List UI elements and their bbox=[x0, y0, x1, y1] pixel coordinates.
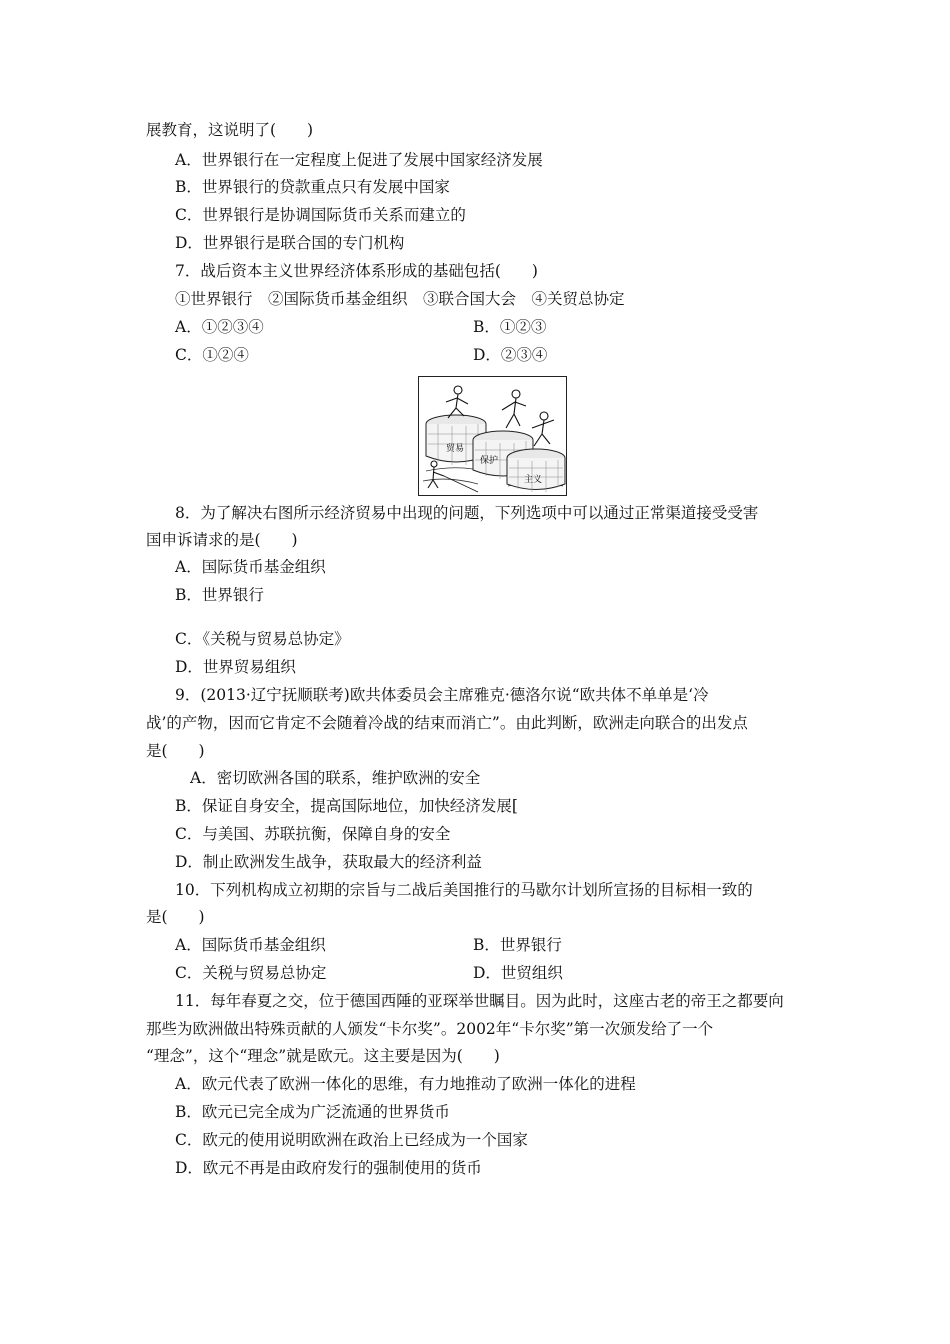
q8-option-d: D．世界贸易组织 bbox=[175, 658, 296, 676]
q8-stem-line2: 国申诉请求的是( ) bbox=[146, 531, 298, 549]
q11-stem-line1: 11．每年春夏之交，位于德国西陲的亚琛举世瞩目。因为此时，这座古老的帝王之都要向 bbox=[175, 992, 784, 1010]
q9-option-d: D．制止欧洲发生战争，获取最大的经济利益 bbox=[175, 853, 482, 871]
q11-stem-line3: “理念”，这个“理念”就是欧元。这主要是因为( ) bbox=[146, 1047, 500, 1065]
q7-stem: 7．战后资本主义世界经济体系形成的基础包括( ) bbox=[175, 262, 538, 280]
q10-option-b: B．世界银行 bbox=[473, 936, 562, 954]
q10-stem-line2: 是( ) bbox=[146, 908, 205, 926]
q11-option-d: D．欧元不再是由政府发行的强制使用的货币 bbox=[175, 1159, 482, 1177]
q9-option-b: B．保证自身安全，提高国际地位，加快经济发展[ bbox=[175, 797, 518, 815]
q11-option-c: C．欧元的使用说明欧洲在政治上已经成为一个国家 bbox=[175, 1131, 528, 1149]
cartoon-label-trade: 贸易 bbox=[446, 444, 465, 454]
q10-option-d: D．世贸组织 bbox=[473, 964, 563, 982]
q11-option-b: B．欧元已完全成为广泛流通的世界货币 bbox=[175, 1103, 450, 1121]
cartoon-label-protection: 保护 bbox=[480, 456, 499, 466]
q6-option-c: C．世界银行是协调国际货币关系而建立的 bbox=[175, 206, 466, 224]
q10-stem-line1: 10．下列机构成立初期的宗旨与二战后美国推行的马歇尔计划所宣扬的目标相一致的 bbox=[175, 881, 753, 899]
cartoon-label-ism: 主义 bbox=[524, 475, 543, 485]
q6-option-b: B．世界银行的贷款重点只有发展中国家 bbox=[175, 178, 450, 196]
q9-stem-line1: 9．(2013·辽宁抚顺联考)欧共体委员会主席雅克·德洛尔说“欧共体不单单是‘冷 bbox=[175, 686, 709, 704]
q11-option-a: A．欧元代表了欧洲一体化的思维，有力地推动了欧洲一体化的进程 bbox=[175, 1075, 636, 1093]
q7-option-a: A．①②③④ bbox=[175, 318, 264, 336]
q9-stem-line2: 战’的产物，因而它肯定不会随着冷战的结束而消亡”。由此判断，欧洲走向联合的出发点 bbox=[146, 714, 748, 732]
q9-option-a: A．密切欧洲各国的联系，维护欧洲的安全 bbox=[190, 769, 481, 787]
q8-stem-line1: 8．为了解决右图所示经济贸易中出现的问题，下列选项中可以通过正常渠道接受受害 bbox=[175, 504, 759, 522]
q9-option-c: C．与美国、苏联抗衡，保障自身的安全 bbox=[175, 825, 451, 843]
trade-protectionism-cartoon bbox=[418, 376, 567, 496]
q8-option-c: C．《关税与贸易总协定》 bbox=[175, 630, 350, 648]
q6-option-a: A．世界银行在一定程度上促进了发展中国家经济发展 bbox=[175, 151, 543, 169]
q7-option-b: B．①②③ bbox=[473, 318, 547, 336]
q7-items: ①世界银行 ②国际货币基金组织 ③联合国大会 ④关贸总协定 bbox=[175, 290, 625, 308]
q8-option-b: B．世界银行 bbox=[175, 586, 264, 604]
q7-option-d: D．②③④ bbox=[473, 346, 548, 364]
q6-option-d: D．世界银行是联合国的专门机构 bbox=[175, 234, 405, 252]
q11-stem-line2: 那些为欧洲做出特殊贡献的人颁发“卡尔奖”。2002年“卡尔奖”第一次颁发给了一个 bbox=[146, 1020, 714, 1038]
q10-option-a: A．国际货币基金组织 bbox=[175, 936, 326, 954]
q9-stem-line3: 是( ) bbox=[146, 742, 205, 760]
q6-stem-continued: 展教育，这说明了( ) bbox=[146, 121, 314, 139]
q7-option-c: C．①②④ bbox=[175, 346, 249, 364]
q8-option-a: A．国际货币基金组织 bbox=[175, 558, 326, 576]
q10-option-c: C．关税与贸易总协定 bbox=[175, 964, 327, 982]
